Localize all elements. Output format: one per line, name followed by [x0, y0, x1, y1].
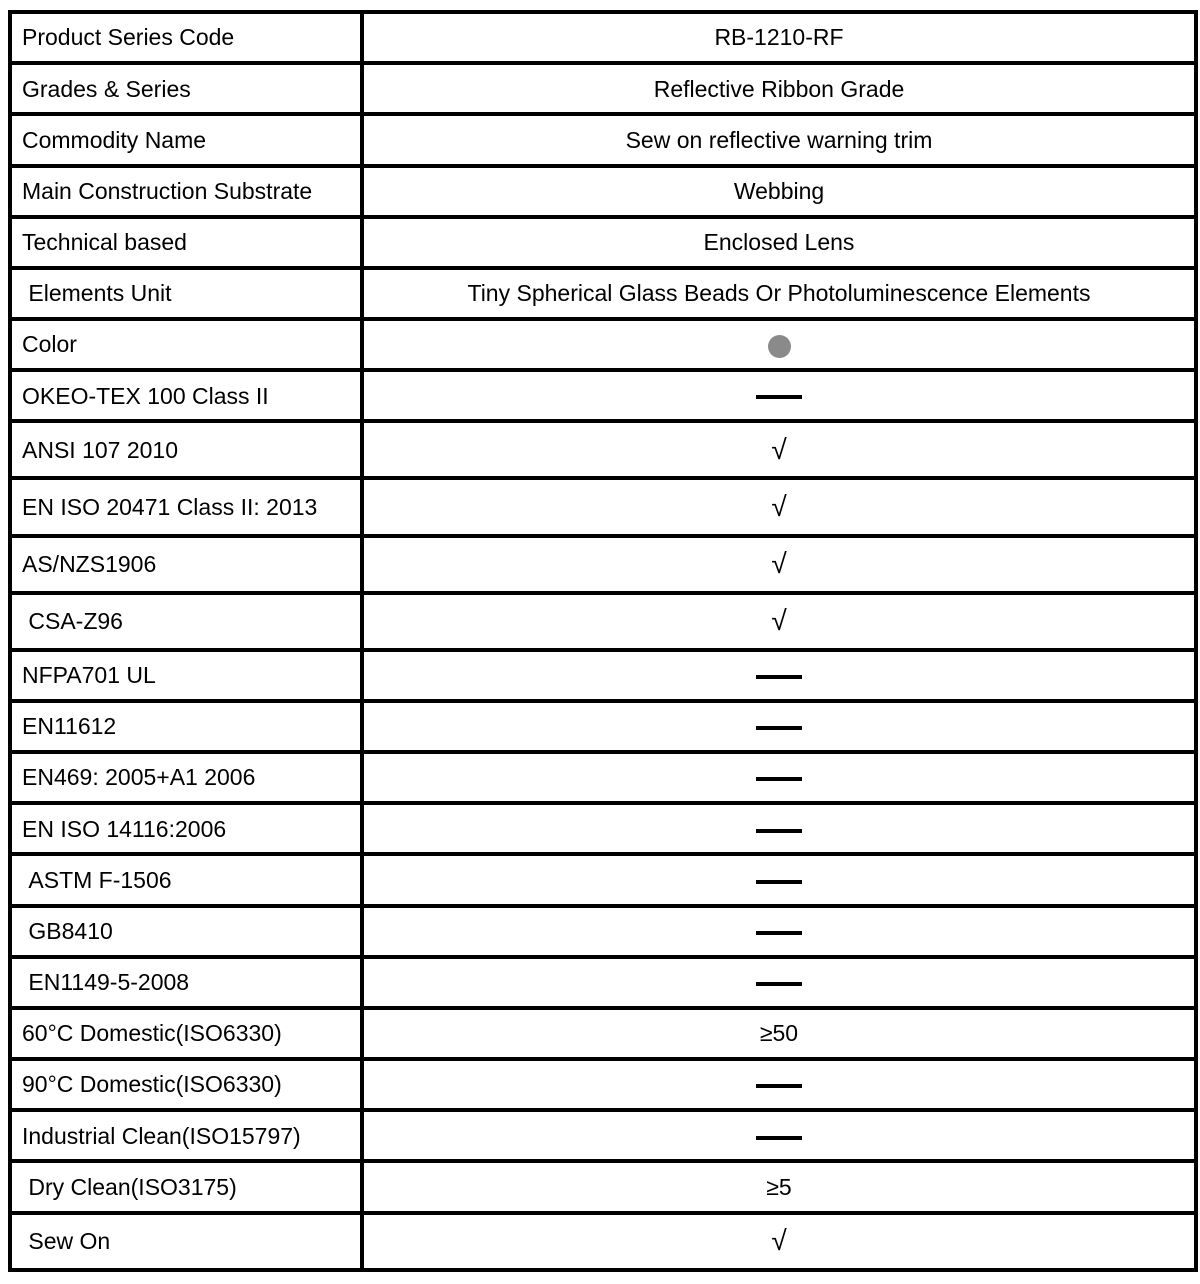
dash-mark [756, 1136, 802, 1140]
spec-row [10, 701, 1196, 752]
spec-value-cell [362, 593, 1196, 650]
spec-value-cell [362, 957, 1196, 1008]
spec-value-cell [362, 268, 1196, 319]
spec-value-cell [362, 536, 1196, 593]
spec-label: Grades & Series [10, 63, 362, 114]
spec-value-cell [362, 421, 1196, 478]
spec-value-cell [362, 1161, 1196, 1212]
spec-value-cell [362, 752, 1196, 803]
spec-row [10, 536, 1196, 593]
spec-row [10, 1008, 1196, 1059]
spec-value-text: Enclosed Lens [703, 229, 855, 256]
spec-label: EN1149-5-2008 [10, 957, 362, 1008]
spec-row [10, 268, 1196, 319]
spec-label: Commodity Name [10, 114, 362, 165]
spec-row [10, 478, 1196, 535]
spec-value-cell [362, 701, 1196, 752]
spec-row [10, 650, 1196, 701]
spec-value-cell [362, 906, 1196, 957]
dash-mark [756, 675, 802, 679]
check-mark: √ [771, 1225, 787, 1257]
dash-mark [756, 982, 802, 986]
spec-label: Industrial Clean(ISO15797) [10, 1110, 362, 1161]
dash-mark [756, 777, 802, 781]
spec-label: GB8410 [10, 906, 362, 957]
spec-label: EN ISO 20471 Class II: 2013 [10, 478, 362, 535]
spec-row [10, 1059, 1196, 1110]
spec-value-cell [362, 854, 1196, 905]
spec-row [10, 803, 1196, 854]
spec-row [10, 12, 1196, 63]
dash-mark [756, 829, 802, 833]
spec-label: EN469: 2005+A1 2006 [10, 752, 362, 803]
spec-value-cell [362, 478, 1196, 535]
spec-row [10, 421, 1196, 478]
spec-value-cell [362, 650, 1196, 701]
spec-value-text: RB-1210-RF [714, 24, 844, 51]
spec-label: Dry Clean(ISO3175) [10, 1161, 362, 1212]
spec-value-cell [362, 63, 1196, 114]
spec-row [10, 217, 1196, 268]
product-spec-table [8, 10, 1198, 1272]
spec-row [10, 957, 1196, 1008]
check-mark: √ [771, 605, 787, 637]
spec-value-text: Sew on reflective warning trim [625, 126, 933, 153]
spec-row [10, 1213, 1196, 1270]
check-mark: √ [771, 490, 787, 522]
spec-value-cell [362, 1110, 1196, 1161]
spec-row [10, 114, 1196, 165]
spec-label: 60°C Domestic(ISO6330) [10, 1008, 362, 1059]
spec-value-cell [362, 217, 1196, 268]
spec-value-text: ≥5 [766, 1173, 792, 1200]
spec-value-cell [362, 114, 1196, 165]
spec-row [10, 370, 1196, 421]
spec-value-cell [362, 1059, 1196, 1110]
spec-label: Technical based [10, 217, 362, 268]
spec-row [10, 319, 1196, 370]
dash-mark [756, 880, 802, 884]
color-dot [768, 335, 791, 358]
spec-value-cell [362, 319, 1196, 370]
spec-value-cell [362, 803, 1196, 854]
spec-row [10, 63, 1196, 114]
spec-label: Main Construction Substrate [10, 166, 362, 217]
check-mark: √ [771, 433, 787, 465]
spec-value-cell [362, 12, 1196, 63]
spec-label: OKEO-TEX 100 Class II [10, 370, 362, 421]
spec-row [10, 854, 1196, 905]
spec-row [10, 1161, 1196, 1212]
spec-row [10, 906, 1196, 957]
spec-label: Product Series Code [10, 12, 362, 63]
spec-value-text: Webbing [733, 177, 825, 204]
spec-label: AS/NZS1906 [10, 536, 362, 593]
dash-mark [756, 931, 802, 935]
spec-value-cell [362, 1213, 1196, 1270]
spec-label: Elements Unit [10, 268, 362, 319]
dash-mark [756, 395, 802, 399]
spec-label: 90°C Domestic(ISO6330) [10, 1059, 362, 1110]
spec-value-cell [362, 370, 1196, 421]
spec-row [10, 752, 1196, 803]
spec-table-body [10, 12, 1196, 1270]
spec-label: EN ISO 14116:2006 [10, 803, 362, 854]
spec-value-cell [362, 166, 1196, 217]
dash-mark [756, 1084, 802, 1088]
spec-label: Sew On [10, 1213, 362, 1270]
spec-label: EN11612 [10, 701, 362, 752]
check-mark: √ [771, 548, 787, 580]
spec-row [10, 593, 1196, 650]
spec-row [10, 1110, 1196, 1161]
spec-label: Color [10, 319, 362, 370]
spec-value-cell [362, 1008, 1196, 1059]
spec-label: ASTM F-1506 [10, 854, 362, 905]
spec-label: ANSI 107 2010 [10, 421, 362, 478]
spec-label: NFPA701 UL [10, 650, 362, 701]
spec-value-text: ≥50 [759, 1020, 799, 1047]
spec-row [10, 166, 1196, 217]
dash-mark [756, 726, 802, 730]
spec-value-text: Reflective Ribbon Grade [653, 75, 905, 102]
spec-value-text: Tiny Spherical Glass Beads Or Photoluminescence Elements [467, 280, 1091, 307]
spec-label: CSA-Z96 [10, 593, 362, 650]
